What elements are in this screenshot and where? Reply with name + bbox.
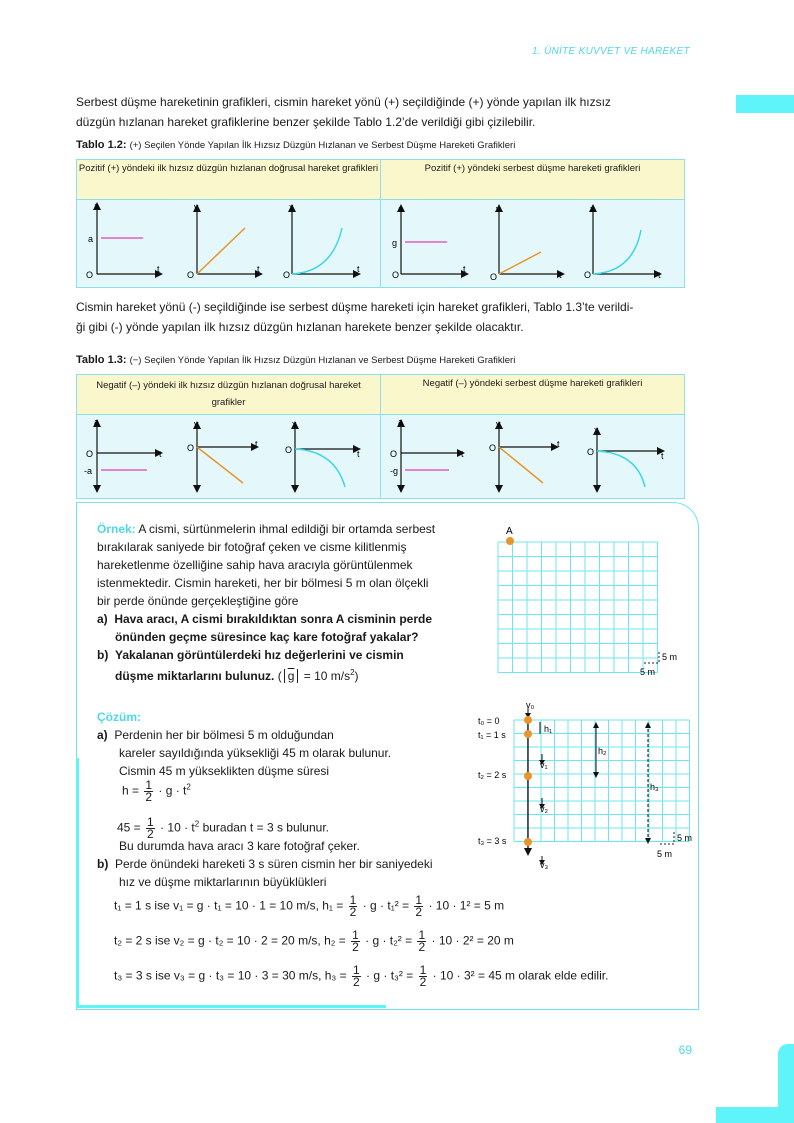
measurement-grid	[498, 542, 658, 673]
table-label: Tablo 1.2:	[76, 139, 127, 151]
axis-label: O	[587, 447, 595, 457]
example-box-accent	[76, 758, 79, 1008]
corner-decoration	[716, 1107, 794, 1123]
equation-45: 45 = $\frac{1}{2}$ · $10 \cdot t^2$ buradan t = 3 s bulunur.	[117, 815, 329, 841]
table-1-2	[76, 159, 685, 288]
axis-label: a	[94, 417, 100, 427]
example-line: hareketlenme özelliğine sahip hava aracıyla görüntülenmek	[97, 558, 413, 572]
example-line: A cismi, sürtünmelerin ihmal edildiği bir ortamda serbest	[138, 522, 436, 536]
velocity-line	[499, 252, 541, 274]
axis-label: t	[461, 449, 464, 459]
axis-label: t	[557, 439, 560, 449]
axis-label: t	[661, 451, 664, 461]
result-row-2: t₂ = 2 s ise v₂ = g · t₂ = 10 · 2 = 20 m/s, h₂ = $\frac{1}{2}$ · g · t₂² = $\frac{1}{2}$ · 10 · 2² = 20 m	[114, 928, 514, 954]
positive-graphs-set-2	[381, 200, 684, 282]
axis-label: x	[289, 202, 294, 212]
fraction: $\frac{1}{2}$	[418, 928, 426, 954]
fraction: $\frac{1}{2}$	[145, 778, 153, 804]
scale-label: 5 m	[662, 652, 678, 662]
result-row-3: t₃ = 3 s ise v₃ = g · t₃ = 10 · 3 = 30 m/s, h₃ = $\frac{1}{2}$ · g · t₃² = $\frac{1}{2}$ · 10 · 3² = 45 m olarak elde edilir.	[114, 963, 609, 989]
intro-line: Serbest düşme hareketinin grafikleri, cismin hareket yönü (+) seçildiğinde (+) yönde yapılan ilk hızsız	[76, 95, 611, 109]
graph-v-t	[187, 419, 259, 493]
scale-label: 5 m	[657, 849, 673, 859]
question-line: Hava aracı, A cismi bırakıldıktan sonra A cisminin perde	[114, 612, 433, 626]
table-caption-text: (−) Seçilen Yönde Yapılan İlk Hızsız Düzgün Hızlanan ve Serbest Düşme Hareketi Grafikleri	[129, 355, 516, 366]
axis-label: x	[590, 204, 595, 214]
solution-line: Bu durumda hava aracı 3 kare fotoğraf çeker.	[119, 839, 360, 853]
solution-text	[97, 708, 497, 780]
fraction: $\frac{1}{2}$	[353, 963, 360, 989]
svg-text:t₃ = 3 s: t₃ = 3 s	[478, 836, 507, 846]
axis-label: t	[463, 264, 466, 274]
axis-label: O	[86, 449, 94, 459]
graph-v-t	[490, 204, 565, 282]
axis-label: -g	[390, 466, 399, 476]
height-labels	[544, 724, 659, 792]
question-line: düşme miktarlarını bulunuz.	[115, 669, 275, 683]
unit-header: 1. ÜNİTE KUVVET VE HAREKET	[532, 46, 690, 57]
example-box-accent	[76, 1005, 386, 1008]
question-line: Yakalanan görüntülerdeki hız değerlerini ve cismin	[115, 648, 404, 662]
axis-label: a	[88, 234, 94, 244]
example-line: bir perde önünde gerçekleştiğine göre	[97, 594, 299, 608]
graph-v-t	[489, 419, 560, 493]
middle-line: ği gibi (-) yönde yapılan ilk hızsız düzgün hızlanan harekete benzer şekilde olacaktır.	[76, 320, 524, 334]
axis-label: O	[490, 272, 498, 282]
axis-label: t	[357, 449, 360, 459]
axis-label: O	[392, 270, 400, 280]
svg-text:v₀: v₀	[526, 700, 535, 710]
graph-a-t	[84, 417, 163, 493]
scale-label: 5 m	[640, 667, 656, 677]
intro-paragraph	[76, 92, 611, 132]
axis-label: a	[94, 201, 100, 211]
svg-text:v₁: v₁	[540, 760, 548, 770]
intro-line: düzgün hızlanan hareket grafiklerine benzer şekilde Tablo 1.2’de verildiği gibi çizilebilir.	[76, 115, 536, 129]
axis-label: v	[496, 204, 501, 214]
position-dot-t0	[524, 716, 532, 724]
axis-label: v	[194, 419, 199, 429]
solution-line: Perdenin her bir bölmesi 5 m olduğundan	[114, 728, 334, 742]
axis-label: O	[187, 270, 195, 280]
table-label: Tablo 1.3:	[76, 354, 127, 366]
side-tab-marker	[736, 95, 794, 113]
axis-label: t	[658, 270, 661, 280]
table-header-cell: Pozitif (+) yöndeki ilk hızsız düzgün hızlanan doğrusal hareket grafikleri	[77, 160, 381, 200]
question-label: b)	[97, 648, 109, 662]
graph-cell	[77, 415, 381, 499]
middle-paragraph	[76, 297, 633, 337]
axis-label: O	[285, 445, 293, 455]
solution-line: hız ve düşme miktarlarının büyüklükleri	[119, 875, 327, 889]
axis-label: O	[283, 270, 291, 280]
axis-label: a	[398, 204, 404, 214]
graph-x-t	[584, 204, 662, 280]
example-text: Örnek: A cismi, sürtünmelerin ihmal edildiği bir ortamda serbest bırakılarak saniyede bir fotoğraf çeken ve cisme kilitlenmiş hareketlenme özelliğine sahip hava aracıyla görüntülenmek istenmektedir. Cismin hareketi, her bir bölmesi 5 m olan ölçekli bir perde önünde gerçekleştiğine göre a) Hava aracı, A cismi bırakıldıktan sonra A cisminin perde önünden geçme süresince kaç kare fotoğraf yakalar? b) Yakalanan görüntülerdeki hız değerlerini ve cismin düşme miktarlarını bulunuz. ( $\overline{g} = 10$ $m/s^2$)	[97, 520, 482, 685]
graph-x-t	[283, 202, 361, 280]
position-curve	[597, 451, 645, 487]
measurement-grid	[514, 720, 693, 843]
graph-a-t	[390, 417, 465, 493]
svg-text:t₀ = 0: t₀ = 0	[478, 716, 500, 726]
graph-x-t	[285, 419, 361, 493]
table-header-cell: Pozitif (+) yöndeki serbest düşme hareketi grafikleri	[381, 160, 685, 200]
graph-a-t	[392, 204, 469, 280]
solution-line: kareler sayıldığında yüksekliği 45 m olarak bulunur.	[119, 746, 392, 760]
axis-label: v	[194, 202, 199, 212]
arrow-down-icon	[524, 848, 532, 856]
table-header-cell: Negatif (–) yöndeki ilk hızsız düzgün hızlanan doğrusal hareket grafikler	[77, 375, 381, 415]
object-a-dot	[506, 537, 514, 545]
table-header-cell: Negatif (–) yöndeki serbest düşme hareketi grafikleri	[381, 375, 685, 415]
example-grid-figure	[494, 522, 684, 682]
axis-label: t	[255, 439, 258, 449]
graph-x-t	[587, 425, 665, 493]
axis-label: t	[357, 264, 360, 274]
velocity-line	[197, 228, 245, 274]
axis-label: O	[86, 270, 94, 280]
question-label: a)	[97, 612, 108, 626]
table-caption	[76, 139, 515, 151]
negative-graphs-set-1	[77, 415, 380, 493]
equation-h: h = $\frac{1}{2}$ · $g \cdot t^2$	[122, 778, 191, 804]
question-line: önünden geçme süresince kaç kare fotoğraf yakalar?	[115, 630, 419, 644]
negative-graphs-set-2	[381, 415, 684, 493]
solution-label: Çözüm:	[97, 710, 141, 724]
fraction: $\frac{1}{2}$	[147, 815, 154, 841]
positive-graphs-set-1	[77, 200, 380, 282]
svg-text:v₃: v₃	[540, 860, 549, 870]
axis-label: x	[292, 419, 297, 429]
axis-label: t	[159, 449, 162, 459]
solution-diagram	[474, 700, 698, 878]
position-dot-t1	[524, 730, 532, 738]
position-curve	[292, 228, 342, 274]
result-row-1: t₁ = 1 s ise v₁ = g · t₁ = 10 · 1 = 10 m/s, h₁ = $\frac{1}{2}$ · g · t₁² = $\frac{1}{2}$ · 10 · 1² = 5 m	[114, 893, 505, 919]
position-dot-t3	[524, 838, 532, 846]
fraction: $\frac{1}{2}$	[349, 893, 357, 919]
velocity-line	[499, 447, 543, 483]
svg-text:h₁: h₁	[544, 724, 553, 734]
graph-cell	[381, 415, 685, 499]
example-line: bırakılarak saniyede bir fotoğraf çeken ve cisme kilitlenmiş	[97, 540, 407, 554]
svg-text:v₂: v₂	[540, 804, 548, 814]
fraction: $\frac{1}{2}$	[352, 928, 359, 954]
velocity-line	[197, 447, 243, 483]
table-caption	[76, 354, 515, 366]
axis-label: O	[390, 449, 398, 459]
solution-part-label: b)	[97, 857, 109, 871]
object-label: A	[506, 526, 513, 537]
axis-label: t	[559, 270, 562, 280]
position-dot-t2	[524, 772, 532, 780]
axis-label: v	[496, 419, 501, 429]
graph-cell	[77, 200, 381, 288]
axis-label: -a	[84, 466, 93, 476]
axis-label: g	[392, 238, 398, 248]
middle-line: Cismin hareket yönü (-) seçildiğinde ise serbest düşme hareketi için hareket grafikleri, Tablo 1.3’te verildi-	[76, 300, 634, 314]
example-line: istenmektedir. Cismin hareketi, her bir bölmesi 5 m olan ölçekli	[97, 576, 429, 590]
solution-part-label: a)	[97, 728, 108, 742]
position-curve	[295, 449, 345, 487]
graph-v-t	[187, 202, 263, 280]
axis-label: O	[584, 270, 592, 280]
axis-label: t	[257, 264, 260, 274]
solution-text-b	[97, 837, 517, 891]
fraction: $\frac{1}{2}$	[415, 893, 423, 919]
svg-text:t₂ = 2 s: t₂ = 2 s	[478, 770, 507, 780]
solution-line: Perde önündeki hareketi 3 s süren cismin her bir saniyedeki	[115, 857, 433, 871]
page-number: 69	[678, 1043, 692, 1057]
table-caption-text: (+) Seçilen Yönde Yapılan İlk Hızsız Düzgün Hızlanan ve Serbest Düşme Hareketi Grafikleri	[129, 140, 516, 151]
graph-a-t	[86, 201, 163, 280]
scale-label: 5 m	[677, 833, 693, 843]
fraction: $\frac{1}{2}$	[419, 963, 427, 989]
axis-label: a	[398, 417, 404, 427]
axis-label: O	[187, 443, 195, 453]
svg-text:h₃: h₃	[650, 782, 659, 792]
axis-label: t	[157, 264, 160, 274]
example-label: Örnek:	[97, 522, 136, 536]
time-labels	[478, 716, 507, 846]
g-magnitude: $\overline{g}$	[284, 669, 299, 683]
graph-cell	[381, 200, 685, 288]
table-1-3	[76, 374, 685, 499]
solution-line: Cismin 45 m yükseklikten düşme süresi	[119, 764, 330, 778]
svg-text:t₁ = 1 s: t₁ = 1 s	[478, 730, 506, 740]
position-curve	[593, 230, 641, 274]
svg-text:h₂: h₂	[598, 746, 607, 756]
axis-label: O	[489, 443, 497, 453]
axis-label: x	[594, 425, 599, 435]
